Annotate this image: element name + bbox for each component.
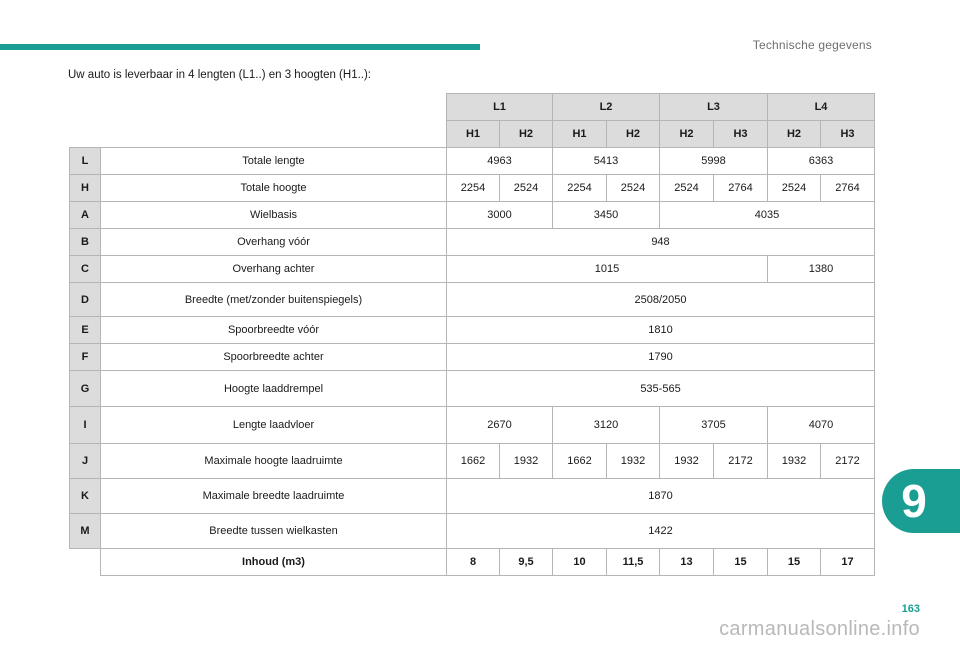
value-cell: 2172 <box>821 444 875 479</box>
row-code: D <box>70 283 101 317</box>
row-label: Maximale hoogte laadruimte <box>101 444 447 479</box>
value-cell: 2524 <box>660 175 714 202</box>
value-cell: 535-565 <box>447 371 875 407</box>
table-row <box>70 202 875 229</box>
row-code: G <box>70 371 101 407</box>
value-cell: 1932 <box>500 444 553 479</box>
value-cell: 2524 <box>768 175 821 202</box>
height-header: H2 <box>660 121 714 148</box>
total-code-blank <box>70 549 101 576</box>
value-cell: 3000 <box>447 202 553 229</box>
row-label: Spoorbreedte vóór <box>101 317 447 344</box>
row-label: Overhang vóór <box>101 229 447 256</box>
intro-text: Uw auto is leverbaar in 4 lengten (L1..) en 3 hoogten (H1..): <box>68 69 372 81</box>
table-row <box>70 256 875 283</box>
row-code: K <box>70 479 101 514</box>
total-value: 10 <box>553 549 607 576</box>
total-value: 9,5 <box>500 549 553 576</box>
height-header: H2 <box>500 121 553 148</box>
chapter-number: 9 <box>901 475 927 527</box>
table-row <box>70 479 875 514</box>
value-cell: 2524 <box>500 175 553 202</box>
table-row <box>70 317 875 344</box>
value-cell: 2524 <box>607 175 660 202</box>
total-value: 8 <box>447 549 500 576</box>
value-cell: 2764 <box>714 175 768 202</box>
watermark: carmanualsonline.info <box>719 618 920 640</box>
table-row <box>70 175 875 202</box>
header-accent-bar <box>0 44 480 50</box>
row-code: L <box>70 148 101 175</box>
value-cell: 948 <box>447 229 875 256</box>
total-row <box>70 549 875 576</box>
height-header: H2 <box>607 121 660 148</box>
table-corner-blank <box>70 94 447 148</box>
height-header: H3 <box>714 121 768 148</box>
value-cell: 4963 <box>447 148 553 175</box>
value-cell: 6363 <box>768 148 875 175</box>
value-cell: 1932 <box>607 444 660 479</box>
row-code: J <box>70 444 101 479</box>
row-label: Breedte (met/zonder buitenspiegels) <box>101 283 447 317</box>
value-cell: 1810 <box>447 317 875 344</box>
value-cell: 2508/2050 <box>447 283 875 317</box>
row-code: A <box>70 202 101 229</box>
value-cell: 4035 <box>660 202 875 229</box>
value-cell: 1790 <box>447 344 875 371</box>
row-label: Spoorbreedte achter <box>101 344 447 371</box>
value-cell: 1422 <box>447 514 875 549</box>
row-label: Maximale breedte laadruimte <box>101 479 447 514</box>
value-cell: 2764 <box>821 175 875 202</box>
row-label: Hoogte laaddrempel <box>101 371 447 407</box>
table-row <box>70 371 875 407</box>
value-cell: 2670 <box>447 407 553 444</box>
table-row <box>70 407 875 444</box>
total-value: 15 <box>714 549 768 576</box>
row-label: Totale hoogte <box>101 175 447 202</box>
row-label: Totale lengte <box>101 148 447 175</box>
value-cell: 1015 <box>447 256 768 283</box>
row-code: I <box>70 407 101 444</box>
row-code: M <box>70 514 101 549</box>
section-title: Technische gegevens <box>752 38 872 52</box>
row-code: H <box>70 175 101 202</box>
total-value: 11,5 <box>607 549 660 576</box>
dimensions-table <box>69 93 875 576</box>
row-label: Breedte tussen wielkasten <box>101 514 447 549</box>
value-cell: 2254 <box>553 175 607 202</box>
total-value: 15 <box>768 549 821 576</box>
length-header: L3 <box>660 94 768 121</box>
height-header: H3 <box>821 121 875 148</box>
value-cell: 1662 <box>553 444 607 479</box>
value-cell: 3450 <box>553 202 660 229</box>
row-code: C <box>70 256 101 283</box>
row-label: Lengte laadvloer <box>101 407 447 444</box>
value-cell: 1932 <box>660 444 714 479</box>
length-header: L1 <box>447 94 553 121</box>
total-value: 13 <box>660 549 714 576</box>
value-cell: 1662 <box>447 444 500 479</box>
value-cell: 2172 <box>714 444 768 479</box>
height-header: H1 <box>447 121 500 148</box>
value-cell: 4070 <box>768 407 875 444</box>
value-cell: 3120 <box>553 407 660 444</box>
table-row <box>70 148 875 175</box>
table-row <box>70 444 875 479</box>
table-row <box>70 514 875 549</box>
header-row-lengths <box>70 94 875 121</box>
table-row <box>70 344 875 371</box>
height-header: H2 <box>768 121 821 148</box>
value-cell: 1870 <box>447 479 875 514</box>
value-cell: 3705 <box>660 407 768 444</box>
total-label: Inhoud (m3) <box>101 549 447 576</box>
table-row <box>70 283 875 317</box>
table-row <box>70 229 875 256</box>
row-label: Wielbasis <box>101 202 447 229</box>
row-code: E <box>70 317 101 344</box>
length-header: L4 <box>768 94 875 121</box>
length-header: L2 <box>553 94 660 121</box>
value-cell: 5413 <box>553 148 660 175</box>
value-cell: 1380 <box>768 256 875 283</box>
chapter-tab <box>882 469 960 533</box>
value-cell: 1932 <box>768 444 821 479</box>
value-cell: 2254 <box>447 175 500 202</box>
page-number: 163 <box>901 603 920 615</box>
row-code: F <box>70 344 101 371</box>
height-header: H1 <box>553 121 607 148</box>
row-label: Overhang achter <box>101 256 447 283</box>
row-code: B <box>70 229 101 256</box>
value-cell: 5998 <box>660 148 768 175</box>
total-value: 17 <box>821 549 875 576</box>
